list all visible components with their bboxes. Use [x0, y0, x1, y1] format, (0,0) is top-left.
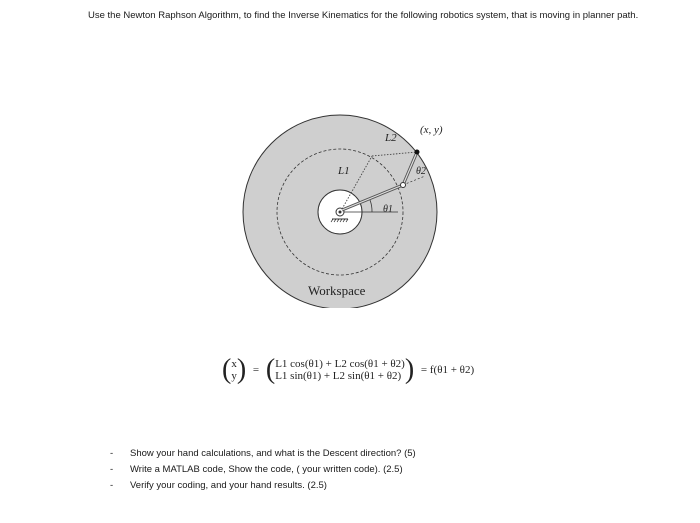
task-list — [110, 446, 416, 494]
kinematics-equation: (x y) = (L1 cos(θ1) + L2 cos(θ1 + θ2) L1 sin(θ1) + L2 sin(θ1 + θ2) ) = f(θ1 + θ2) — [222, 354, 475, 385]
list-item: - Write a MATLAB code, Show the code, ( your written code). (2.5) — [110, 462, 416, 478]
eq-rhs: = f(θ1 + θ2) — [420, 364, 475, 376]
eq-lhs-y: y — [231, 370, 237, 382]
theta1-label: θ1 — [383, 204, 393, 215]
eq-row-2: L1 sin(θ1) + L2 sin(θ1 + θ2) — [275, 370, 402, 382]
workspace-label: Workspace — [308, 283, 366, 298]
point-label: (x, y) — [420, 124, 443, 136]
link2-label: L2 — [385, 132, 397, 144]
elbow-joint — [401, 183, 406, 188]
robot-workspace-diagram — [220, 108, 460, 308]
eq-row-1: L1 cos(θ1) + L2 cos(θ1 + θ2) — [275, 358, 405, 370]
link1-label: L1 — [338, 165, 350, 177]
list-item: - Verify your coding, and your hand results. (2.5) — [110, 478, 416, 494]
list-item: - Show your hand calculations, and what is the Descent direction? (5) — [110, 446, 416, 462]
end-effector — [415, 150, 420, 155]
eq-lhs-x: x — [231, 358, 237, 370]
problem-statement: Use the Newton Raphson Algorithm, to find the Inverse Kinematics for the following robotics system, that is moving in planner path. — [88, 10, 639, 21]
theta2-label: θ2 — [416, 166, 426, 177]
